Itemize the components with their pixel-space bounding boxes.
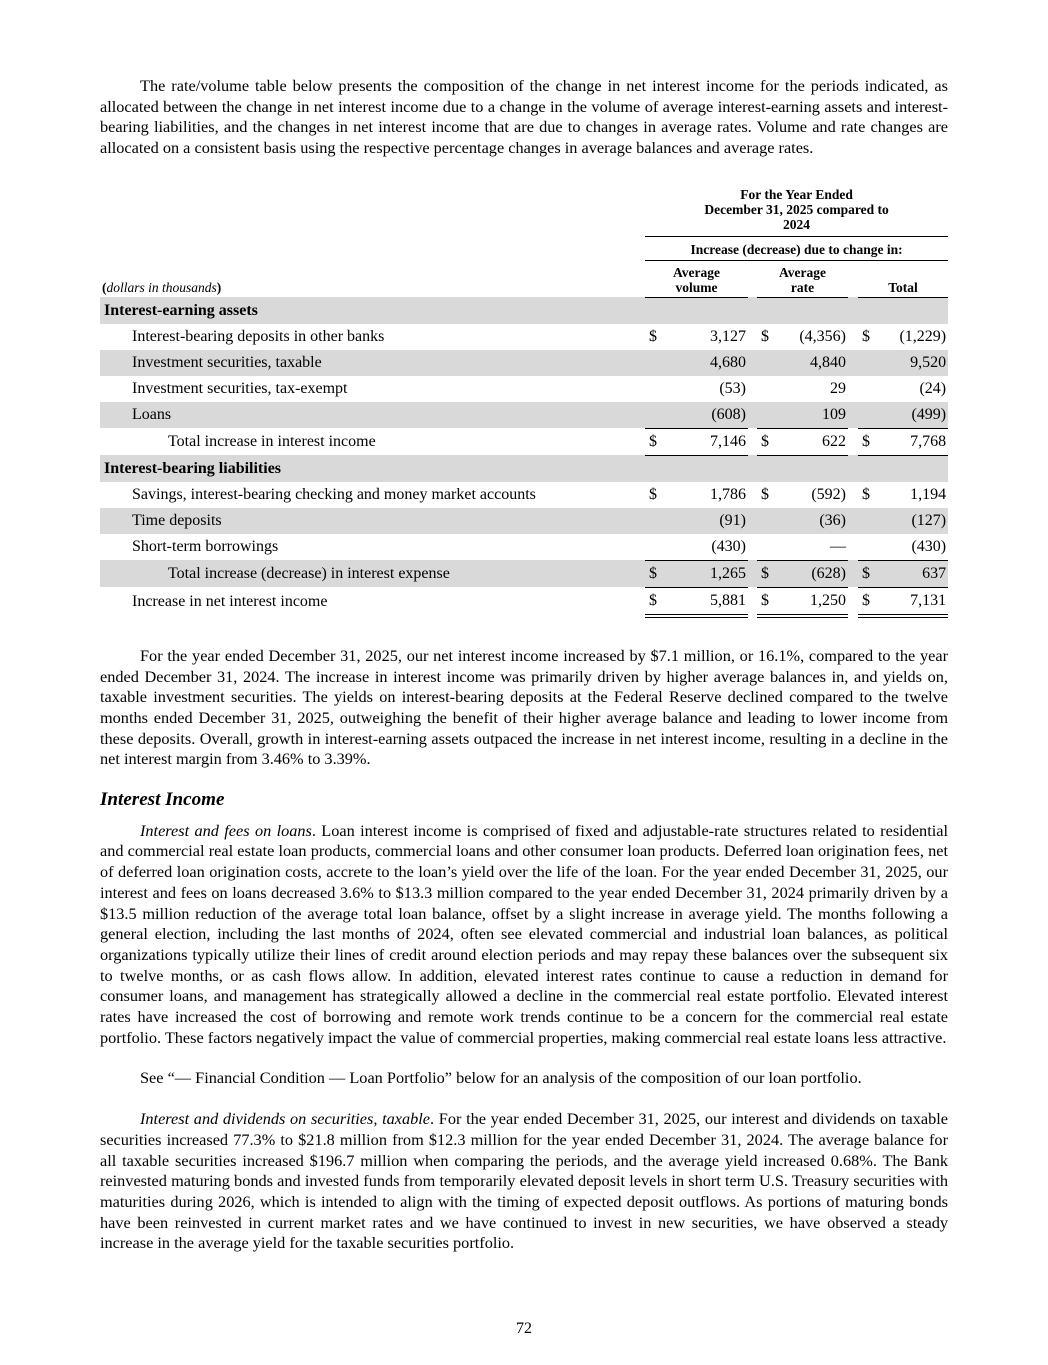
currency-cell: $ xyxy=(757,587,777,616)
gap-cell xyxy=(748,297,757,324)
gap-cell xyxy=(748,402,757,429)
gap-cell xyxy=(748,350,757,376)
currency-cell xyxy=(757,508,777,534)
row-label: Total increase (decrease) in interest expense xyxy=(100,560,645,587)
value-cell: 637 xyxy=(878,560,948,587)
row-label: Investment securities, tax-exempt xyxy=(132,379,348,397)
period-header-line1: For the Year Ended xyxy=(740,186,853,202)
value-cell: (24) xyxy=(919,379,947,397)
value-cell: 1,194 xyxy=(910,485,947,503)
avg-volume-line2: volume xyxy=(675,279,718,295)
value-cell xyxy=(878,455,948,482)
period-header-row xyxy=(100,185,948,237)
value-cell xyxy=(777,297,848,324)
row-label: Interest-earning assets xyxy=(100,297,645,324)
rate-volume-table xyxy=(100,185,948,618)
value-cell: — xyxy=(830,537,846,555)
currency-cell xyxy=(645,350,665,376)
currency-cell: $ xyxy=(858,587,878,616)
row-label: Loans xyxy=(100,402,645,429)
currency-cell xyxy=(858,534,878,561)
currency-cell xyxy=(858,402,878,429)
currency-cell: $ xyxy=(757,428,777,455)
currency-cell xyxy=(757,455,777,482)
value-cell: (4,356) xyxy=(799,327,846,345)
total-interest-income-row xyxy=(100,428,948,455)
gap-cell xyxy=(848,402,858,429)
period-header xyxy=(645,185,948,237)
interest-income-heading: Interest Income xyxy=(100,789,225,811)
gap-cell xyxy=(848,534,858,561)
units-open-paren: ( xyxy=(102,280,107,296)
currency-cell xyxy=(858,350,878,376)
units-label xyxy=(100,260,645,297)
avg-rate-line1: Average xyxy=(779,264,826,280)
value-cell: (499) xyxy=(878,402,948,429)
header-spacer xyxy=(100,236,645,260)
value-cell xyxy=(665,455,748,482)
units-close-paren: ) xyxy=(216,280,222,296)
currency-cell xyxy=(757,534,777,561)
investment-securities-taxable-row xyxy=(100,350,948,376)
currency-cell: $ xyxy=(761,327,769,345)
column-header-average-volume xyxy=(645,260,748,297)
increase-decrease-subheader: Increase (decrease) due to change in: xyxy=(645,236,948,260)
currency-cell xyxy=(645,376,665,402)
gap-cell xyxy=(748,560,757,587)
currency-cell: $ xyxy=(645,560,665,587)
gap-cell xyxy=(748,455,757,482)
value-cell: (430) xyxy=(911,537,947,555)
value-cell: (1,229) xyxy=(899,327,947,345)
gap-cell xyxy=(748,324,757,350)
avg-rate-line2: rate xyxy=(790,279,815,295)
gap-cell xyxy=(748,534,757,561)
currency-cell: $ xyxy=(858,428,878,455)
currency-cell: $ xyxy=(862,485,870,503)
row-label: Total increase in interest income xyxy=(168,432,376,450)
loans-lead-in: Interest and fees on loans xyxy=(140,820,312,840)
gap-cell xyxy=(848,260,858,297)
paragraph-rate-volume-intro: The rate/volume table below presents the composition of the change in net interest income for the periods indicated, as allocated between the change in net interest income due to a change in the volume of average interest-earning assets and interest-bearing liabilities, and the changes in net interest income that are due to changes in average rates. Volume and rate changes are allocated on a consistent basis using the respective percentage changes in average balances and average rates. xyxy=(100,76,948,158)
currency-cell xyxy=(645,534,665,561)
units-text: dollars in thousands xyxy=(106,280,217,296)
currency-cell xyxy=(645,508,665,534)
currency-cell: $ xyxy=(649,485,657,503)
value-cell: 7,768 xyxy=(878,428,948,455)
value-cell: 5,881 xyxy=(665,587,748,616)
value-cell: 622 xyxy=(777,428,848,455)
value-cell: (36) xyxy=(777,508,848,534)
value-cell: (430) xyxy=(711,537,746,555)
currency-cell xyxy=(757,297,777,324)
row-label: Interest-bearing liabilities xyxy=(100,455,645,482)
value-cell: 7,146 xyxy=(665,428,748,455)
currency-cell xyxy=(645,455,665,482)
currency-cell: $ xyxy=(645,428,665,455)
page-number: 72 xyxy=(516,1320,532,1338)
value-cell xyxy=(777,455,848,482)
value-cell: 4,840 xyxy=(777,350,848,376)
currency-cell: $ xyxy=(858,560,878,587)
paragraph-see-reference: See “— Financial Condition — Loan Portfolio” below for an analysis of the composition of our loan portfolio. xyxy=(140,1068,862,1088)
column-header-average-rate xyxy=(757,260,848,297)
row-label: Investment securities, taxable xyxy=(100,350,645,376)
column-header-total xyxy=(858,260,948,297)
gap-cell xyxy=(748,508,757,534)
row-label: Savings, interest-bearing checking and money market accounts xyxy=(132,485,536,503)
gap-cell xyxy=(848,508,858,534)
gap-cell xyxy=(748,482,757,508)
gap-cell xyxy=(848,587,858,616)
value-cell: (53) xyxy=(719,379,746,397)
value-cell: 1,265 xyxy=(665,560,748,587)
gap-cell xyxy=(848,428,858,455)
subheader-row xyxy=(100,236,948,260)
gap-cell xyxy=(848,297,858,324)
value-cell xyxy=(665,297,748,324)
currency-cell: $ xyxy=(645,587,665,616)
paragraph-interest-fees-loans xyxy=(100,821,948,1049)
value-cell: 1,786 xyxy=(710,485,746,503)
period-header-line2: December 31, 2025 compared to xyxy=(704,201,889,217)
interest-earning-assets-section-row xyxy=(100,297,948,324)
header-spacer xyxy=(100,185,645,237)
currency-cell xyxy=(757,376,777,402)
currency-cell xyxy=(757,350,777,376)
loans-body-text: . Loan interest income is comprised of fixed and adjustable-rate structures related to residential and commercial real estate loan products, commercial loans and other consumer loan products. Deferred loan origination fees, net of deferred loan origination costs, accrete to the loan’s yield over the life of the loan. For the year ended December 31, 2025, our interest and fees on loans decreased 3.6% to $13.3 million compared to the year ended December 31, 2024 primarily driven by a $13.5 million reduction of the average total loan balance, offset by a slight increase in average yield. The months following a general election, including the last months of 2024, often see elevated commercial and industrial loan balances, as political organizations typically utilize their lines of credit around election periods and may repay these balances over the subsequent six to twelve months, or as cash flows allow. In addition, elevated interest rates continue to cause a reduction in demand for consumer loans, and management has strategically allowed a decline in the commercial real estate portfolio. Elevated interest rates have increased the cost of borrowing and remote work trends continue to be a concern for the commercial real estate portfolio. These factors negatively impact the value of commercial properties, making commercial real estate loans less attractive. xyxy=(100,820,948,1047)
gap-cell xyxy=(848,482,858,508)
currency-cell xyxy=(645,297,665,324)
value-cell xyxy=(878,297,948,324)
paragraph-dividends-securities xyxy=(100,1109,948,1254)
securities-lead-in: Interest and dividends on securities, taxable xyxy=(140,1109,431,1129)
savings-checking-mma-row xyxy=(100,482,948,508)
value-cell: (628) xyxy=(777,560,848,587)
currency-cell: $ xyxy=(761,485,769,503)
gap-cell xyxy=(748,376,757,402)
currency-cell xyxy=(858,376,878,402)
currency-cell xyxy=(757,402,777,429)
row-label: Time deposits xyxy=(100,508,645,534)
time-deposits-row xyxy=(100,508,948,534)
net-interest-income-row xyxy=(100,587,948,616)
value-cell: 109 xyxy=(777,402,848,429)
currency-cell xyxy=(645,402,665,429)
gap-cell xyxy=(848,350,858,376)
gap-cell xyxy=(748,428,757,455)
row-label: Increase in net interest income xyxy=(132,592,328,610)
currency-cell xyxy=(858,297,878,324)
investment-securities-tax-exempt-row xyxy=(100,376,948,402)
period-header-line3: 2024 xyxy=(783,216,811,232)
value-cell: 9,520 xyxy=(878,350,948,376)
value-cell: 29 xyxy=(830,379,846,397)
row-label: Short-term borrowings xyxy=(132,538,279,556)
currency-cell xyxy=(858,508,878,534)
value-cell: (127) xyxy=(878,508,948,534)
value-cell: 3,127 xyxy=(710,327,746,345)
interest-bearing-liabilities-section-row xyxy=(100,455,948,482)
interest-bearing-deposits-row xyxy=(100,324,948,350)
gap-cell xyxy=(848,455,858,482)
gap-cell xyxy=(748,260,757,297)
avg-volume-line1: Average xyxy=(673,264,720,280)
gap-cell xyxy=(848,560,858,587)
total-interest-expense-row xyxy=(100,560,948,587)
gap-cell xyxy=(848,324,858,350)
value-cell: 7,131 xyxy=(878,587,948,616)
currency-cell: $ xyxy=(649,327,657,345)
currency-cell: $ xyxy=(862,327,870,345)
column-header-row xyxy=(100,260,948,297)
row-label: Interest-bearing deposits in other banks xyxy=(132,327,385,345)
paragraph-net-interest-income: For the year ended December 31, 2025, our net interest income increased by $7.1 million, or 16.1%, compared to the year ended December 31, 2024. The increase in interest income was primarily driven by higher average balances in, and yields on, taxable investment securities. The yields on interest-bearing deposits at the Federal Reserve declined compared to the twelve months ended December 31, 2025, outweighing the benefit of their higher average balance and leading to lower income from these deposits. Overall, growth in interest-earning assets outpaced the increase in net interest income, resulting in a decline in the net interest margin from 3.46% to 3.39%. xyxy=(100,645,948,769)
gap-cell xyxy=(848,376,858,402)
currency-cell xyxy=(858,455,878,482)
value-cell: (91) xyxy=(665,508,748,534)
currency-cell: $ xyxy=(757,560,777,587)
short-term-borrowings-row xyxy=(100,534,948,561)
securities-body-text: . For the year ended December 31, 2025, our interest and dividends on taxable securities increased 77.3% to $21.8 million from $12.3 million for the year ended December 31, 2024. The average balance for all taxable securities increased $196.7 million when comparing the periods, and the average yield increased 0.68%. The Bank reinvested maturing bonds and invested funds from temporarily elevated deposit levels in short term U.S. Treasury securities with maturities during 2026, which is intended to align with the timing of expected deposit outflows. As portions of maturing bonds have been reinvested in current market rates and we have continued to invest in new securities, we have observed a steady increase in the average yield for the taxable securities portfolio. xyxy=(100,1109,948,1253)
value-cell: 1,250 xyxy=(777,587,848,616)
value-cell: 4,680 xyxy=(665,350,748,376)
gap-cell xyxy=(748,587,757,616)
total-line1: Total xyxy=(888,279,918,295)
loans-row xyxy=(100,402,948,429)
value-cell: (592) xyxy=(811,485,846,503)
value-cell: (608) xyxy=(665,402,748,429)
